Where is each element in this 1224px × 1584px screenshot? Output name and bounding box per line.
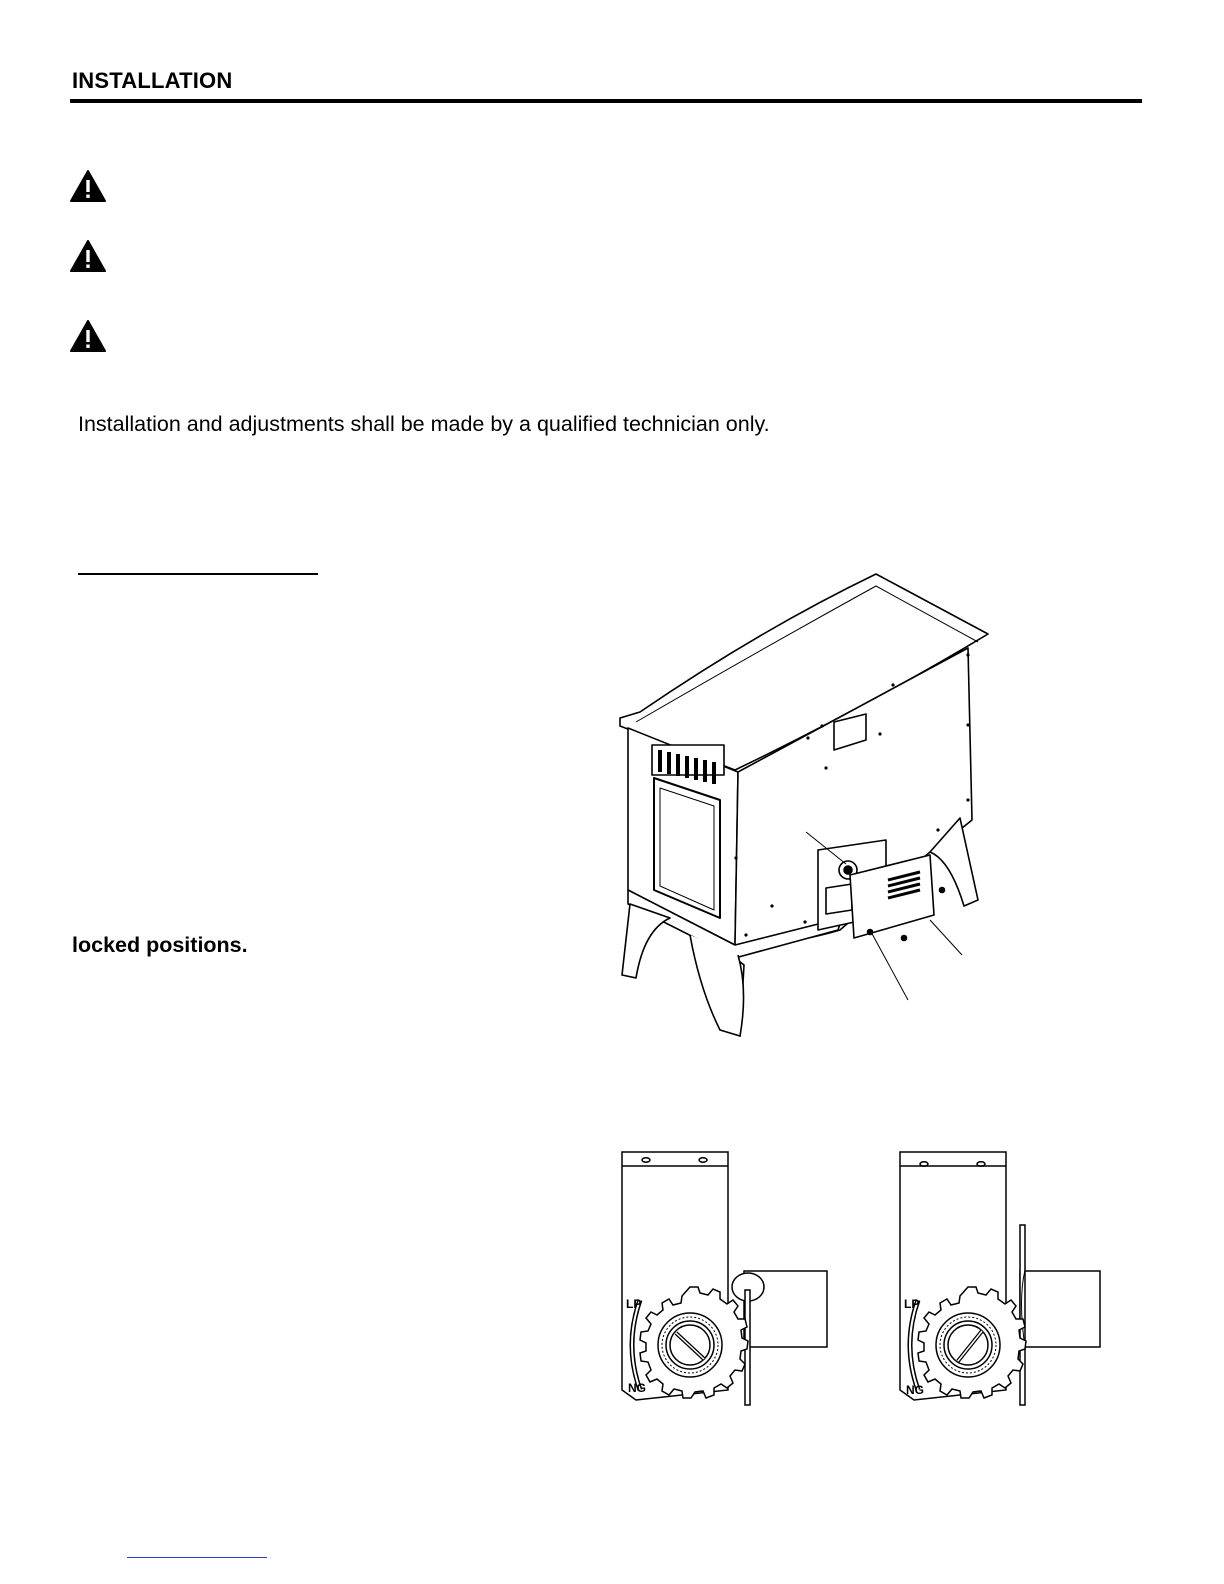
locked-positions-text: locked positions.	[72, 933, 248, 957]
intro-paragraph: Installation and adjustments shall be made by a qualified technician only.	[78, 412, 770, 436]
conversion-gear-figure-right	[892, 1145, 1107, 1410]
lp-label: LP	[626, 1297, 642, 1311]
lp-label: LP	[904, 1297, 920, 1311]
stove-rear-illustration	[600, 560, 1000, 1050]
warning-triangle-icon	[70, 170, 106, 202]
warning-triangle-icon	[70, 320, 106, 352]
conversion-gear-figure-left	[615, 1145, 835, 1410]
ng-label: NG	[906, 1383, 924, 1397]
header-rule	[70, 99, 1142, 103]
footer-link-underline	[127, 1557, 267, 1558]
subheading-underline	[78, 573, 318, 575]
section-title: INSTALLATION	[72, 68, 233, 93]
ng-label: NG	[628, 1381, 646, 1395]
warning-triangle-icon	[70, 240, 106, 272]
